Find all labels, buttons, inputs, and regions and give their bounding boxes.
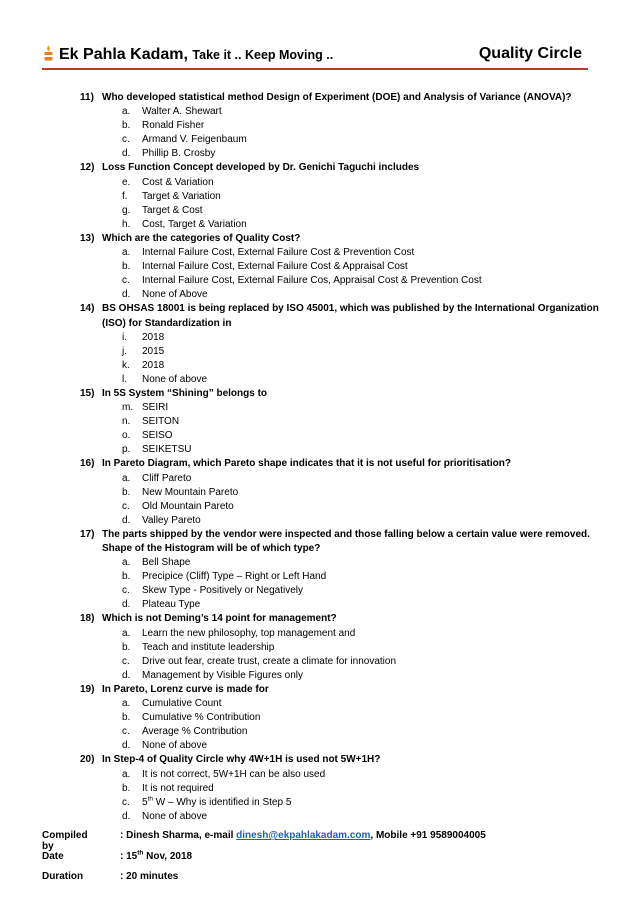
option-item [80, 669, 600, 683]
option-letter: k. [122, 359, 130, 371]
date-label: Date [42, 850, 64, 862]
option-letter: a. [122, 698, 131, 710]
header-title: Quality Circle [478, 45, 582, 62]
option-letter: b. [122, 571, 131, 583]
option-letter: b. [122, 641, 131, 653]
option-item [80, 246, 600, 260]
question-text: Loss Function Concept developed by Dr. Genichi Taguchi includes [102, 162, 420, 174]
date-day: : 15 [120, 850, 138, 862]
option-text: New Mountain Pareto [142, 486, 239, 498]
option-item [80, 218, 600, 232]
option-text: SEIKETSU [142, 444, 192, 456]
question-number: 15) [80, 387, 95, 399]
option-letter: i. [122, 331, 127, 343]
date-value [120, 851, 192, 862]
compiled-by-name: : Dinesh Sharma, e-mail [120, 830, 234, 841]
option-item [80, 641, 600, 655]
option-letter: f. [122, 190, 128, 202]
option-text: SEIRI [142, 402, 169, 414]
option-superscript: th [147, 795, 153, 803]
option-letter: c. [122, 726, 130, 738]
date-month-year: Nov, 2018 [143, 850, 193, 862]
option-text: Bell Shape [142, 557, 191, 569]
option-text: Cumulative Count [142, 698, 222, 710]
option-text: Internal Failure Cost, External Failure Cost & Prevention Cost [142, 247, 415, 259]
candle-logo-icon [42, 45, 55, 61]
option-text: 2015 [142, 345, 165, 357]
option-item [80, 288, 600, 302]
option-text: Internal Failure Cost, External Failure Cos, Appraisal Cost & Prevention Cost [142, 275, 482, 287]
brand-name: Ek Pahla Kadam, [59, 46, 188, 63]
option-letter: e. [122, 176, 131, 188]
question-18 [80, 612, 600, 626]
option-text: Plateau Type [142, 599, 201, 611]
option-letter: o. [122, 430, 131, 442]
option-text: 2018 [142, 331, 165, 343]
question-text: In Pareto Diagram, which Pareto shape indicates that it is not useful for prioritisation? [102, 458, 511, 470]
option-letter: b. [122, 712, 131, 724]
option-text: Old Mountain Pareto [142, 500, 234, 512]
question-number: 12) [80, 162, 95, 174]
option-item [80, 570, 600, 584]
option-letter: a. [122, 768, 131, 780]
question-number: 17) [80, 528, 95, 540]
compiled-by-label: Compiled by [42, 830, 88, 852]
question-16 [80, 457, 600, 471]
question-text: Who developed statistical method Design of Experiment (DOE) and Analysis of Variance (ANOVA)? [102, 92, 572, 103]
option-letter: h. [122, 218, 131, 230]
option-letter: c. [122, 275, 130, 287]
option-item [80, 500, 600, 514]
option-text: Armand V. Feigenbaum [142, 134, 247, 146]
option-item [80, 260, 600, 274]
option-item [80, 711, 600, 725]
option-text: W – Why is identified in Step 5 [155, 796, 292, 808]
option-letter: n. [122, 416, 131, 428]
option-item [80, 176, 600, 190]
option-text: None of above [142, 740, 208, 752]
question-19 [80, 683, 600, 697]
option-item [80, 598, 600, 612]
option-letter: c. [122, 500, 130, 512]
option-item [80, 556, 600, 570]
option-letter: d. [122, 148, 131, 160]
question-11 [80, 91, 600, 105]
option-text: Cumulative % Contribution [142, 712, 261, 724]
option-text: 2018 [142, 359, 165, 371]
question-number: 19) [80, 683, 95, 695]
option-letter: c. [122, 585, 130, 597]
option-item [80, 810, 600, 824]
option-letter: a. [122, 247, 131, 259]
option-letter: b. [122, 782, 131, 794]
option-letter: p. [122, 444, 131, 456]
option-item [80, 331, 600, 345]
question-text: Which is not Deming’s 14 point for management? [102, 613, 337, 625]
option-text: Drive out fear, create trust, create a climate for innovation [142, 655, 397, 667]
option-item [80, 105, 600, 119]
option-item [80, 697, 600, 711]
question-14 [80, 302, 600, 330]
option-letter: d. [122, 740, 131, 752]
option-text: Management by Visible Figures only [142, 669, 304, 681]
question-number: 13) [80, 232, 95, 244]
option-letter: a. [122, 557, 131, 569]
option-item [80, 373, 600, 387]
option-item [80, 415, 600, 429]
option-letter: a. [122, 106, 131, 118]
option-letter: j. [122, 345, 127, 357]
option-text: Valley Pareto [142, 514, 201, 526]
option-item [80, 147, 600, 161]
question-13 [80, 232, 600, 246]
option-text: Skew Type - Positively or Negatively [142, 585, 303, 597]
option-letter: b. [122, 120, 131, 132]
duration-label: Duration [42, 871, 84, 882]
option-letter: a. [122, 472, 131, 484]
option-item [80, 359, 600, 373]
option-text: Phillip B. Crosby [142, 148, 216, 160]
option-prefix: 5 [142, 796, 148, 808]
option-text: None of above [142, 373, 208, 385]
option-item [80, 190, 600, 204]
option-text: Cost & Variation [142, 176, 214, 188]
question-number: 14) [80, 303, 95, 315]
question-number: 20) [80, 754, 95, 766]
option-item [80, 584, 600, 598]
option-text: Cliff Pareto [142, 472, 192, 484]
mobile-text: , Mobile +91 9589004005 [370, 830, 486, 841]
option-text: None of Above [142, 289, 208, 301]
question-20 [80, 753, 600, 767]
question-number: 11) [80, 92, 94, 103]
option-text: Target & Cost [142, 204, 203, 216]
option-item [80, 768, 600, 782]
option-letter: d. [122, 514, 131, 526]
option-letter: a. [122, 627, 131, 639]
option-text: SEISO [142, 430, 173, 442]
option-text: Precipice (Cliff) Type – Right or Left Hand [142, 571, 327, 583]
option-letter: d. [122, 810, 131, 822]
option-item [80, 345, 600, 359]
option-text: Teach and institute leadership [142, 641, 275, 653]
question-12 [80, 161, 600, 175]
option-item [80, 514, 600, 528]
compiled-by-value [120, 830, 486, 841]
question-text: Which are the categories of Quality Cost? [102, 232, 301, 244]
option-letter: b. [122, 261, 131, 273]
option-item [80, 401, 600, 415]
option-item [80, 739, 600, 753]
option-text: Average % Contribution [142, 726, 248, 738]
question-text: BS OHSAS 18001 is being replaced by ISO 45001, which was published by the International Organization (ISO) for Standardization in [102, 303, 599, 329]
page-header [42, 44, 588, 70]
question-text: The parts shipped by the vendor were inspected and those falling below a certain value were removed. Shape of the Histogram will be of which type? [102, 528, 590, 554]
brand [42, 45, 333, 64]
option-letter: d. [122, 669, 131, 681]
option-item [80, 204, 600, 218]
option-text: Cost, Target & Variation [142, 218, 247, 230]
option-text: Ronald Fisher [142, 120, 205, 132]
duration-value: : 20 minutes [120, 871, 179, 882]
option-item [80, 429, 600, 443]
brand-tagline: Take it .. Keep Moving .. [192, 48, 334, 62]
option-item [80, 472, 600, 486]
question-text: In 5S System “Shining” belongs to [102, 387, 268, 399]
option-text: Walter A. Shewart [142, 106, 222, 118]
option-item [80, 274, 600, 288]
question-text: In Pareto, Lorenz curve is made for [102, 683, 269, 695]
option-item [80, 725, 600, 739]
option-text: Target & Variation [142, 190, 221, 202]
question-number: 18) [80, 613, 95, 625]
option-item [80, 486, 600, 500]
option-letter: m. [122, 402, 134, 414]
option-item [80, 133, 600, 147]
option-letter: b. [122, 486, 131, 498]
option-text: It is not correct, 5W+1H can be also used [142, 768, 326, 780]
option-text: It is not required [142, 782, 214, 794]
option-text: Learn the new philosophy, top management and [142, 627, 356, 639]
option-letter: g. [122, 204, 131, 216]
option-letter: c. [122, 796, 130, 808]
option-text: None of above [142, 810, 208, 822]
question-text: In Step-4 of Quality Circle why 4W+1H is used not 5W+1H? [102, 754, 381, 766]
option-letter: c. [122, 655, 130, 667]
option-text: SEITON [142, 416, 180, 428]
option-letter: d. [122, 599, 131, 611]
option-item [80, 627, 600, 641]
question-17 [80, 528, 600, 556]
option-item [80, 443, 600, 457]
option-letter: d. [122, 289, 131, 301]
date-suffix: th [137, 849, 144, 857]
option-item [80, 796, 600, 810]
option-item [80, 782, 600, 796]
option-item [80, 119, 600, 133]
question-list [80, 91, 600, 824]
option-letter: l. [122, 373, 127, 385]
question-number: 16) [80, 458, 95, 470]
question-15 [80, 387, 600, 401]
email-link[interactable]: dinesh@ekpahlakadam.com [236, 830, 371, 841]
option-item [80, 655, 600, 669]
option-letter: c. [122, 134, 130, 146]
option-text: Internal Failure Cost, External Failure Cost & Appraisal Cost [142, 261, 408, 273]
